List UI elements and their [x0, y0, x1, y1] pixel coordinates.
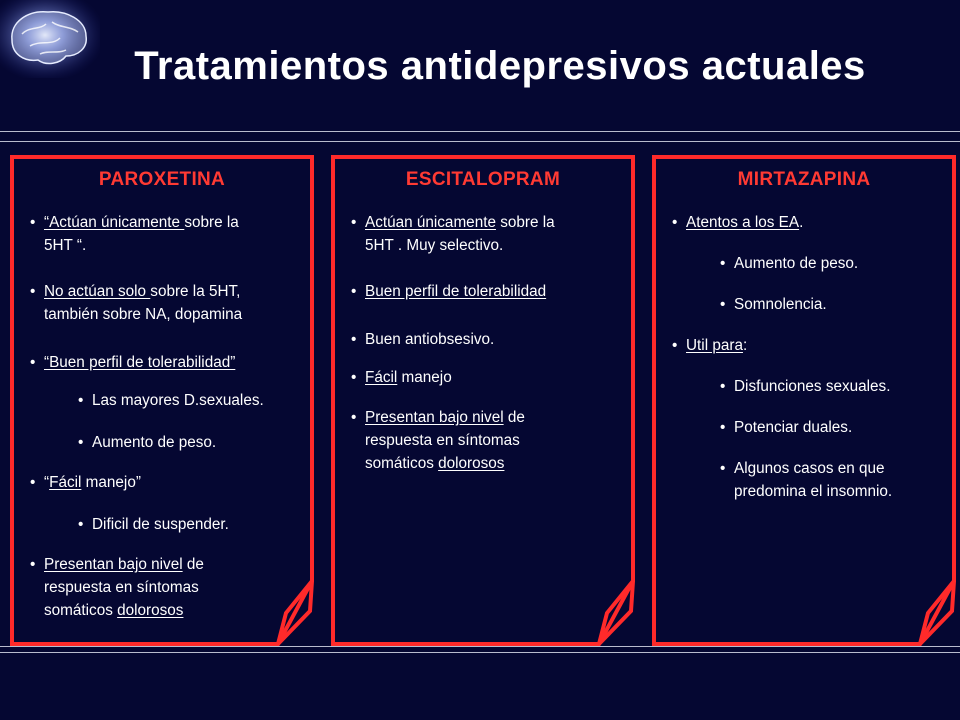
bullet-dot: •	[30, 474, 36, 491]
bullet-dot: •	[351, 331, 357, 348]
bullet-line	[44, 351, 302, 374]
divider-top-2	[0, 141, 960, 142]
bullet-dot: •	[720, 296, 726, 313]
text-segment: Dificil de suspender.	[92, 516, 229, 533]
bullet-line	[734, 252, 944, 275]
bullet-dot: •	[672, 337, 678, 354]
text-segment: de	[182, 556, 204, 573]
text-segment: manejo”	[81, 474, 141, 491]
underlined-text: Atentos a los EA	[686, 214, 800, 231]
bullet-item	[78, 389, 302, 412]
bullet-line	[44, 471, 302, 494]
page-title: Tratamientos antidepresivos actuales	[134, 44, 866, 88]
bullet-item	[351, 366, 623, 389]
divider-bottom-1	[0, 646, 960, 647]
text-segment: de	[503, 409, 525, 426]
bullet-item	[351, 280, 623, 303]
bullet-line	[734, 416, 944, 439]
bullet-line	[44, 303, 302, 326]
bullet-line	[365, 280, 623, 303]
bullet-item	[30, 280, 302, 326]
bullet-item	[351, 211, 623, 257]
bullet-line	[365, 429, 623, 452]
bullet-item	[30, 553, 302, 622]
text-segment: Las mayores D.sexuales.	[92, 392, 264, 409]
bullet-dot: •	[78, 434, 84, 451]
bullet-dot: •	[351, 409, 357, 426]
bullet-dot: •	[30, 556, 36, 573]
underlined-text: Util para	[686, 337, 743, 354]
bullet-line	[734, 293, 944, 316]
bullet-dot: •	[351, 214, 357, 231]
text-segment: somáticos	[365, 455, 439, 472]
bullet-item	[720, 293, 944, 316]
bullet-line	[92, 513, 302, 536]
bullet-dot: •	[30, 283, 36, 300]
text-segment: sobre la	[495, 214, 555, 231]
panel-title: PAROXETINA	[98, 169, 226, 190]
bullet-line	[92, 389, 302, 412]
bullet-dot: •	[30, 354, 36, 371]
text-segment: Aumento de peso.	[734, 255, 859, 272]
underlined-text: Buen perfil de tolerabilidad	[365, 283, 547, 300]
bullet-dot: •	[672, 214, 678, 231]
bullet-line	[734, 480, 944, 503]
bullet-item	[720, 416, 944, 439]
panel-paroxetina	[10, 155, 314, 646]
bullet-item	[720, 252, 944, 275]
underlined-text: Fácil	[365, 369, 398, 386]
bullet-dot: •	[720, 255, 726, 272]
bullet-dot: •	[720, 378, 726, 395]
panel-title: MIRTAZAPINA	[737, 169, 871, 190]
bullet-line	[365, 406, 623, 429]
panel-title: ESCITALOPRAM	[405, 169, 561, 190]
bullet-item	[720, 457, 944, 503]
bullet-line	[44, 234, 302, 257]
bullet-item	[720, 375, 944, 398]
bullet-dot: •	[351, 283, 357, 300]
divider-top-1	[0, 131, 960, 132]
bullet-dot: •	[720, 419, 726, 436]
underlined-text: dolorosos	[438, 455, 505, 472]
underlined-text: Actúan únicamente	[365, 214, 496, 231]
bullet-line	[365, 328, 623, 351]
panel-mirtazapina	[652, 155, 956, 646]
underlined-text: “Buen perfil de tolerabilidad”	[44, 354, 236, 371]
bullet-item	[672, 334, 944, 357]
bullet-dot: •	[78, 516, 84, 533]
text-segment: :	[742, 337, 748, 354]
text-segment: .	[799, 214, 804, 231]
bullet-line	[44, 576, 302, 599]
text-segment: sobre la	[184, 214, 239, 231]
text-segment: Disfunciones sexuales.	[734, 378, 891, 395]
bullet-dot: •	[720, 460, 726, 477]
bullet-item	[351, 406, 623, 475]
bullet-line	[44, 211, 302, 234]
text-segment: Buen antiobsesivo.	[365, 331, 495, 348]
bullet-line	[734, 457, 944, 480]
text-segment: somáticos	[44, 602, 118, 619]
text-segment: también sobre NA, dopamina	[44, 306, 243, 323]
bullet-line	[686, 334, 944, 357]
bullet-line	[365, 366, 623, 389]
bullet-line	[365, 211, 623, 234]
text-segment: respuesta en síntomas	[365, 432, 520, 449]
bullet-item	[30, 471, 302, 494]
bullet-item	[351, 328, 623, 351]
bullet-dot: •	[30, 214, 36, 231]
underlined-text: No actúan solo	[44, 283, 151, 300]
text-segment: Somnolencia.	[734, 296, 827, 313]
divider-bottom-2	[0, 652, 960, 653]
underlined-text: Presentan bajo nivel	[44, 556, 183, 573]
bullet-line	[686, 211, 944, 234]
bullet-dot: •	[351, 369, 357, 386]
underlined-text: Presentan bajo nivel	[365, 409, 504, 426]
underlined-text: dolorosos	[117, 602, 184, 619]
underlined-text: Fácil	[49, 474, 82, 491]
bullet-line	[44, 280, 302, 303]
bullet-line	[44, 553, 302, 576]
bullet-item	[30, 211, 302, 257]
bullet-line	[734, 375, 944, 398]
bullet-line	[365, 452, 623, 475]
bullet-dot: •	[78, 392, 84, 409]
text-segment: sobre la 5HT,	[150, 283, 241, 300]
text-segment: manejo	[397, 369, 452, 386]
bullet-line	[44, 599, 302, 622]
text-segment: respuesta en síntomas	[44, 579, 199, 596]
text-segment: 5HT . Muy selectivo.	[365, 237, 504, 254]
panel-escitalopram	[331, 155, 635, 646]
text-segment: “	[44, 474, 50, 491]
text-segment: Potenciar duales.	[734, 419, 853, 436]
bullet-item	[30, 351, 302, 374]
bullet-item	[78, 431, 302, 454]
bullet-item	[78, 513, 302, 536]
bullet-line	[365, 234, 623, 257]
text-segment: Aumento de peso.	[92, 434, 217, 451]
text-segment: 5HT “.	[44, 237, 87, 254]
bullet-item	[672, 211, 944, 234]
text-segment: Algunos casos en que	[734, 460, 885, 477]
underlined-text: “Actúan únicamente	[44, 214, 185, 231]
bullet-line	[92, 431, 302, 454]
text-segment: predomina el insomnio.	[734, 483, 893, 500]
